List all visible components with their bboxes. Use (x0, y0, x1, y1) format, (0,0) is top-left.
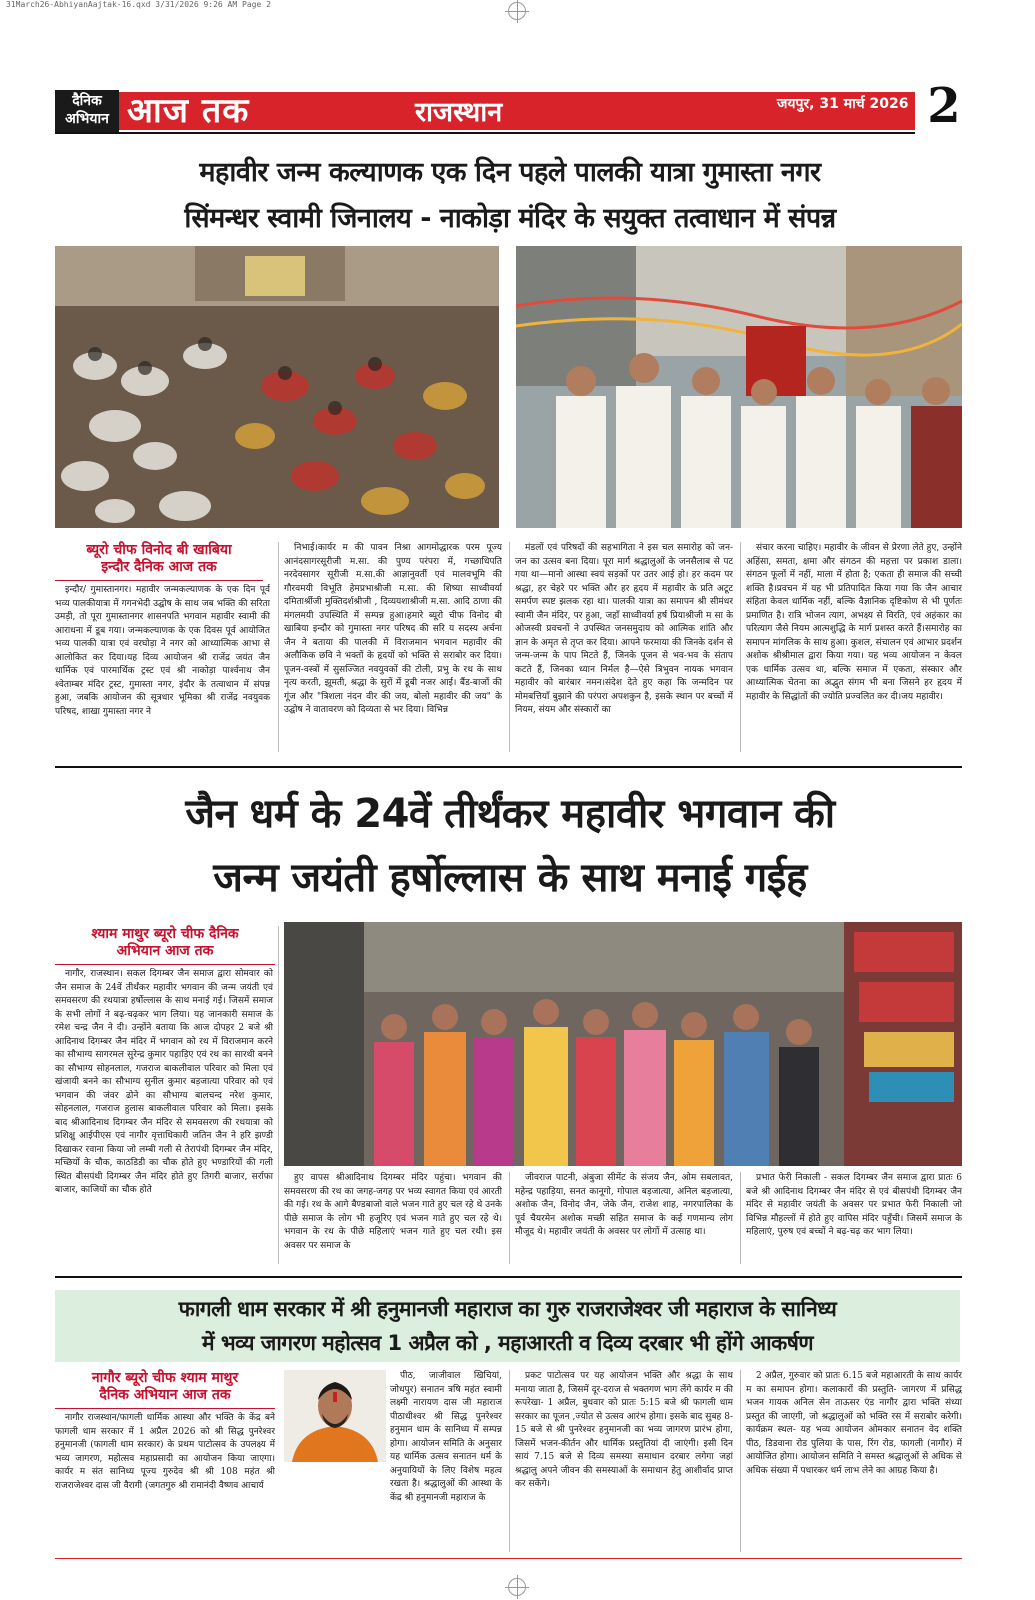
column-divider (509, 542, 510, 752)
column-divider (740, 1370, 741, 1552)
story2-column-1-text: नागौर, राजस्थान। सकल दिगम्बर जैन समाज द्वारा सोमवार को जैन समाज के 24वें तीर्थंकर महावीर भगवान की जन्म जयंती एवं समवसरण की रथयात्रा हर्षोल्लास के साथ मनाई गई। जिसमें समाज के सभी लोगों ने बढ़-चढ़कर भाग लिया। यह जानकारी समाज के रमेश चन्द्र जैन ने दी। उन्होंने बताया कि आज दोपहर 2 बजे श्री आदिनाथ दिगम्बर जैन मंदिर में भगवान को रथ में विराजमान करने का सौभाग्य सागरमल सुरेन्द्र कुमार पहाड़िए एवं रथ का सारथी बनने का सौभाग्य सोहनलाल, गजराज बाकलीवाल परिवार को मिला एवं खंजायी बनने का सौभाग्य सुनील कुमार बड़जात्या परिवार को एवं भगवान की जंवर ढोने का सौभाग्य बालचन्द नरेश कुमार, सोहनलाल, गजराज हुलास बाकलीवाल परिवार को मिला। इसके बाद श्रीआदिनाथ दिगम्बर जैन मंदिर से समवसरण की रथयात्रा को प्रशिक्षु आईपीएस एवं नागौर वृत्ताधिकारी जतिन जैन ने हरि झण्डी दिखाकर रवाना किया जो लम्बी गली से तेरापंथी दिगम्बर जैन मंदिर, मच्छियों के चौक, काठडिडी का चौक होते हुए भण्डारियों की गली स्थित बीसपंथी दिगम्बर जैन मंदिर होते हुए तिगरी बाजार, सर्राफा बाजार, काजियों का चौक होते (55, 969, 273, 1195)
page-bottom-rule (55, 1558, 962, 1559)
story2-headline-line2: जन्म जयंती हर्षोल्लास के साथ मनाई गईह (213, 855, 807, 901)
story2-byline (55, 926, 275, 960)
story1-column-3 (515, 542, 733, 752)
column-divider (740, 542, 741, 752)
page-number: 2 (927, 78, 961, 134)
dateline: जयपुर, 31 मार्च 2026 (777, 96, 909, 112)
story3-byline (55, 1370, 275, 1404)
brand-line-2: अभियान (65, 111, 109, 127)
story1-headline-line2: सिंमन्धर स्वामी जिनालय - नाकोड़ा मंदिर के सयुक्त तत्वाधान में संपन्न (184, 203, 836, 234)
section-divider (55, 766, 962, 768)
story1-byline-line1: ब्यूरो चीफ विनोद बी खाबिया (86, 542, 232, 558)
story3-column-1-text: नागौर राजस्थान/फागली धार्मिक आस्था और भक्ति के केंद्र बने फागली धाम सरकार में 1 अप्रैल 2026 को श्री सिद्ध पुनरेश्वर हनुमानजी (फागली धाम सरकार) के प्रथम पाटोत्सव के उपलक्ष्य में भव्य जागरण, महोत्सव महाप्रसादी का आयोजन किया जाएगा। कार्यर म संत सानिध्य पूज्य गुरुदेव श्री श्री 108 महंत श्री राजराजेश्वर दास जी वैरागी (जगतगुरु श्री रामानंदी वैष्णव आचार्य (55, 1413, 275, 1491)
registration-mark-bottom (508, 1578, 526, 1596)
story1-column-2-text: निभाई।कार्यर म की पावन निश्रा आगमोद्धारक परम पूज्य आनंदसागरसूरीजी म.सा. की पुण्य परंपरा में, गच्छाधिपति नरदेवसागर सूरीजी म.सा.की आज्ञानुवर्ती एवं मालवभूमि की गौरवमयी विभूति हेमप्रभाश्रीजी म.सा. की शिष्या साध्वीवर्या दमितार्श्रीजी मुक्तिदर्शश्रीजी , दिव्ययशाश्रीजी म.सा. आदि ठाणा की मंगलमयी उपस्थिति में सम्पन्न हुआ।हमारे ब्यूरो चीफ विनोद बी खाबिया इन्दौर को गुमास्ता नगर परिषद की सरि य सदस्य अर्चना जैन ने बताया की पालकी में विराजमान भगवान महावीर की अलौकिक छवि ने भक्तों के हृदयों को भक्ति से सराबोर कर दिया। पूजन-वस्त्रों में सुसज्जित नवयुवकों की टोली, प्रभु के रथ के साथ नृत्य करती, झूमती, श्रद्धा के सुरों में डूबी नजर आई। बैंड-बाजों की गूंज और "त्रिशला नंदन वीर की जय, बोलो महावीर की जय" के उद्घोष ने वातावरण को दिव्यता से भर दिया। विभिन्न (284, 543, 502, 715)
story2-column-4 (746, 1172, 962, 1264)
story1-headline (45, 150, 975, 242)
story3-headline (55, 1292, 960, 1360)
section-divider (55, 1276, 962, 1278)
brand-name: आज तक (127, 91, 250, 131)
story2-headline (45, 782, 975, 910)
story2-column-1 (55, 968, 273, 1264)
column-divider (509, 1370, 510, 1552)
story1-column-4 (746, 542, 962, 752)
story1-photo-gathering (55, 246, 499, 528)
story3-column-2 (390, 1370, 502, 1552)
story2-headline-line1: जैन धर्म के 24वें तीर्थंकर महावीर भगवान की (185, 791, 835, 837)
masthead-underline (55, 132, 915, 134)
column-divider (740, 1172, 741, 1264)
story3-column-4 (746, 1370, 962, 1552)
column-divider (278, 926, 279, 1264)
story1-photo-procession (516, 246, 962, 528)
story1-byline (55, 542, 263, 576)
column-divider (278, 542, 279, 752)
story1-byline-line2: इन्दौर दैनिक आज तक (101, 559, 217, 575)
story1-column-1 (55, 584, 270, 752)
story1-headline-line1: महावीर जन्म कल्याणक एक दिन पहले पालकी यात्रा गुमास्ता नगर (199, 157, 821, 188)
story2-byline-line2: अभियान आज तक (116, 943, 214, 959)
story3-photo-mahant-portrait (284, 1370, 386, 1462)
story2-byline-rule (55, 964, 275, 965)
story3-byline-rule (55, 1408, 275, 1409)
brand-line-1: दैनिक (72, 93, 102, 109)
print-slug: 31March26-AbhiyanAajtak-16.qxd 3/31/2026 9:26 AM Page 2 (6, 0, 271, 9)
story1-column-2 (284, 542, 502, 752)
story1-column-1-text: इन्दौर/ गुमास्तानगर। महावीर जन्मकल्याणक के एक दिन पूर्व भव्य पालकीयात्रा में गगनभेदी उद्घोष के साथ जब भक्ति की सरिता उमड़ी, तो पूरा गुमास्तानगर शासनपति भगवान महावीर स्वामी की आराधना में डूब गया। जन्मकल्याणक के एक दिवस पूर्व आयोजित भव्य पालकी यात्रा एवं वरघोड़ा ने नगर को आध्यात्मिक आभा से आलोकित कर दिया।यह दिव्य आयोजन श्री राजेंद्र जयंत जैन धार्मिक एवं पारमार्थिक ट्रस्ट एवं श्री नाकोड़ा पार्श्वनाथ जैन श्वेताम्बर मंदिर ट्रस्ट, गुमास्ता नगर, इंदौर के तत्वाधान में संपन्न हुआ, जबकि आयोजन की सूत्रधार भूमिका श्री राजेंद्र नवयुवक परिषद, शाखा गुमास्ता नगर ने (55, 585, 270, 717)
story1-byline-rule (55, 580, 263, 581)
story3-column-4-text: 2 अप्रैल, गुरुवार को प्रातः 6.15 बजे महाआरती के साथ कार्यर म का समापन होगा। कलाकारों की प्रस्तुति- जागरण में प्रसिद्ध भजन गायक अनिल सेन ताऊसर एंड नागौर द्वारा भक्ति संध्या प्रस्तुत की जाएगी, जो श्रद्धालुओं को भक्ति रस में सराबोर करेगी। कार्यक्रम स्थल- यह भव्य आयोजन ओमकार सनातन वेद शक्ति पीठ, डिडवाना रोड पुलिया के पास, रिंग रोड, फागली (नागौर) में आयोजित होगा। आयोजन समिति ने समस्त श्रद्धालुओं से अधिक से अधिक संख्या में पधारकर धर्म लाभ लेने का आग्रह किया है। (746, 1371, 962, 1476)
story1-column-3-text: मंडलों एवं परिषदों की सहभागिता ने इस चल समारोह को जन-जन का उत्सव बना दिया। पूरा मार्ग श्रद्धालुओं के जनसैलाब से पट गया था—मानो आस्था स्वयं सड़कों पर उतर आई हो। हर कदम पर श्रद्धा, हर चेहरे पर भक्ति और हर हृदय में महावीर के प्रति अटूट समर्पण स्पष्ट झलक रहा था। पालकी यात्रा का समापन श्री सीमंधर स्वामी जैन मंदिर, पर हुआ, जहाँ साध्वीवर्या हर्ष प्रियाश्रीजी म सा के ओजस्वी प्रवचनों ने उपस्थित जनसमुदाय को आत्मिक शांति और ज्ञान के अमृत से तृप्त कर दिया। आपने फरमाया की जिनके दर्शन से जन्म-जन्म के पाप मिटते हैं, जिनके पूजन से भव-भव के संताप कटते हैं, जिनका ध्यान निर्मल है—ऐसे त्रिभुवन नायक भगवान महावीर को बारंबार नमन।संदेश देते हुए कहा कि जन्मदिन पर मोमबत्तियाँ बुझाने की परंपरा अपशकुन है, इसके स्थान पर बच्चों में नियम, संयम और संस्कारों का (515, 543, 733, 715)
story3-byline-line2: दैनिक अभियान आज तक (99, 1387, 231, 1403)
brand-box (55, 90, 119, 132)
registration-mark-top (508, 2, 526, 20)
story3-column-1 (55, 1412, 275, 1552)
story2-byline-line1: श्याम माथुर ब्यूरो चीफ दैनिक (91, 926, 239, 942)
story3-column-3 (515, 1370, 733, 1552)
story2-column-3-text: जीवराज पाटनी, अंबुजा सीमेंट के संजय जैन, ओम सबलावत, महेन्द्र पहाड़िया, सनत कानूगो, गोपाल बड़जात्या, अनिल बड़जात्या, अशोक जैन, विनोद जैन, जेके जैन, राजेश शाह, नगरपालिका के पूर्व चैयरमेन अशोक मच्छी सहित समाज के कई गणमान्य लोग मौजूद थे। महावीर जयंती के अवसर पर लोगों में उत्साह था। (515, 1173, 733, 1237)
story3-column-3-text: प्रकट पाटोत्सव पर यह आयोजन भक्ति और श्रद्धा के साथ मनाया जाता है, जिसमें दूर-दराज से भक्तगण भाग लेंगे कार्यर म की रूपरेखा- 1 अप्रैल, बुधवार को प्रातः 5:15 बजे श्री फागली धाम सरकार का पूजन ,ज्योत से उत्सव आरंभ होगा। इसके बाद सुबह 8-15 बजे से श्री पुनरेश्वर हनुमानजी का भव्य जागरण प्रारंभ होगा, जिसमें भजन-कीर्तन और धार्मिक प्रस्तुतियां दी जाएंगी। इसी दिन सायं 7.15 बजे से दिव्य समस्या समाधान दरबार लगेगा जहां श्रद्धालु अपने जीवन की समस्याओं के समाधान हेतु आशीर्वाद प्राप्त कर सकेंगे। (515, 1371, 733, 1489)
story2-column-4-text: प्रभात फेरी निकाली - सकल दिगम्बर जैन समाज द्वारा प्रातः 6 बजे श्री आदिनाथ दिगम्बर जैन मंदिर से एवं बीसपंथी दिगम्बर जैन मंदिर से महावीर जयंती के अवसर पर प्रभात फेरी निकाली जो विभिन्न मौहल्लों में होते हुए वापिस मंदिर पहुँची। जिसमें समाज के महिलाएं, पुरुष एवं बच्चों ने बढ़-चढ़ कर भाग लिया। (746, 1173, 962, 1237)
story2-column-3 (515, 1172, 733, 1264)
story3-column-2-text: पीठ, जाजीवाल खिचियां, जोधपुर) सनातन त्रषि महंत स्वामी लक्ष्मी नारायण दास जी महाराज पीठाधीश्वर श्री सिद्ध पुनरेश्वर हनुमान धाम के सानिध्य में सम्पन्न होगा। आयोजन समिति के अनुसार यह धार्मिक उत्सव सनातन धर्म के अनुयायियों के लिए विशेष महत्व रखता है। श्रद्धालुओं की आस्था के केंद्र श्री हनुमानजी महाराज के (390, 1371, 502, 1503)
story3-headline-line2: में भव्य जागरण महोत्सव 1 अप्रैल को , महाआरती व दिव्य दरबार भी होंगे आकर्षण (201, 1331, 814, 1355)
story1-column-4-text: संचार करना चाहिए। महावीर के जीवन से प्रेरणा लेते हुए, उन्होंने अहिंसा, समता, क्षमा और संगठन की महत्ता पर प्रकाश डाला। संगठन फूलों में नहीं, माला में होता है; एकता ही समाज की सच्ची शक्ति है।प्रवचन में यह भी प्रतिपादित किया गया कि जैन आचार संहिता केवल धार्मिक नहीं, बल्कि वैज्ञानिक दृष्टिकोण से भी पूर्णतः प्रमाणित है। रात्रि भोजन त्याग, अभक्ष्य से विरति, एवं अहंकार का परित्याग जैसे नियम आत्मशुद्धि के मार्ग प्रशस्त करते हैं।समारोह का समापन मांगलिक के साथ हुआ। कुशल, संचालन एवं आभार प्रदर्शन अशोक श्रीश्रीमाल द्वारा किया गया। यह भव्य आयोजन न केवल एक धार्मिक उत्सव था, बल्कि समाज में एकता, संस्कार और आध्यात्मिक चेतना का अद्भुत संगम भी बना जिसने हर हृदय में महावीर के सिद्धांतों की ज्योति प्रज्वलित कर दी।जय महावीर। (746, 543, 962, 702)
story2-photo-procession (284, 922, 962, 1166)
section-name: राजस्थान (415, 97, 503, 128)
story3-byline-line1: नागौर ब्यूरो चीफ श्याम माथुर (91, 1370, 239, 1386)
masthead (55, 78, 965, 134)
story2-column-2 (284, 1172, 502, 1264)
story3-headline-line1: फागली धाम सरकार में श्री हनुमानजी महाराज का गुरु राजराजेश्वर जी महाराज के सानिध्य (178, 1297, 837, 1321)
column-divider (509, 1172, 510, 1264)
story2-column-2-text: हुए वापस श्रीआदिनाथ दिगम्बर मंदिर पहुंचा। भगवान की समवसरण की रथ का जगह-जगह पर भव्य स्वागत किया एवं आरती की गई। रथ के आगे बैण्डबाजो वाले भजन गाते हुए चल रहे थे उनके पीछे समाज के लोग भी हजूरिए एवं भजन गाते हुए चल रहे थे। भगवान के रथ के पीछे महिलाएं भजन गाते हुए चल रथी। इस अवसर पर समाज के (284, 1173, 502, 1251)
